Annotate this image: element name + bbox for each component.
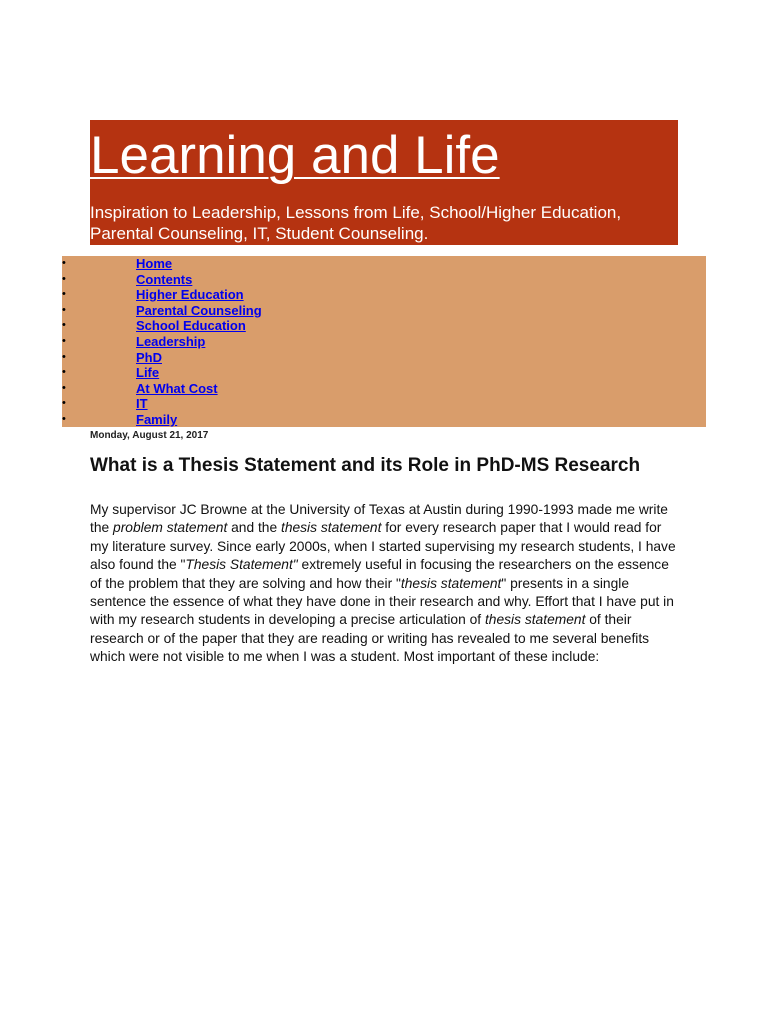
body-emphasis: problem statement <box>113 520 228 536</box>
nav-link-home[interactable]: Home <box>136 256 173 271</box>
nav-link-higher-education[interactable]: Higher Education <box>136 287 244 303</box>
post-date: Monday, August 21, 2017 <box>90 430 209 441</box>
body-emphasis: thesis statement <box>280 520 382 536</box>
body-text: for every research paper that I would read for my literature survey. Since early 2000s, when I started supervising my research students, I have also found the " <box>90 520 676 573</box>
bullet-icon: • <box>62 366 66 379</box>
blog-description: Inspiration to Leadership, Lessons from Life, School/Higher Education, Parental Counseling, IT, Student Counseling. <box>90 203 622 243</box>
body-text: extremely useful in focusing the researchers on the essence of the problem that they are solving and how their " <box>90 557 669 591</box>
bullet-icon: • <box>62 303 66 316</box>
bullet-icon: • <box>62 397 66 410</box>
bullet-icon: • <box>62 257 66 269</box>
blog-title-link[interactable]: Learning and Life <box>90 126 500 185</box>
blog-header <box>90 120 678 245</box>
pages-nav <box>62 256 706 427</box>
bullet-icon: • <box>62 381 66 394</box>
body-emphasis: Thesis Statement" <box>185 557 298 573</box>
bullet-icon: • <box>62 334 66 347</box>
nav-link-family[interactable]: Family <box>136 411 178 427</box>
body-text: " presents in a single sentence the essence of what they have done in their research and why. Effort that I have put in with my research students in developing a precise articulation of <box>90 575 674 628</box>
body-text: and the <box>227 520 281 536</box>
body-text: of their research or of the paper that they are reading or writing has revealed to me several benefits which were not visible to me when I was a student. Most important of these include: <box>90 612 650 665</box>
body-emphasis: thesis statement <box>400 575 502 591</box>
bullet-icon: • <box>62 272 66 285</box>
nav-link-school-education[interactable]: School Education <box>136 318 246 334</box>
bullet-icon: • <box>62 319 66 332</box>
body-emphasis: thesis statement <box>484 612 586 628</box>
nav-link-it[interactable]: IT <box>136 396 148 412</box>
nav-link-leadership[interactable]: Leadership <box>136 333 206 349</box>
nav-link-phd[interactable]: PhD <box>136 349 162 365</box>
nav-link-life[interactable]: Life <box>136 365 160 381</box>
bullet-icon: • <box>62 412 66 425</box>
post-title: What is a Thesis Statement and its Role in PhD-MS Research <box>90 455 641 476</box>
bullet-icon: • <box>62 288 66 301</box>
nav-link-parental-counseling[interactable]: Parental Counseling <box>136 302 262 318</box>
body-text: My supervisor JC Browne at the University of Texas at Austin during 1990-1993 made me write the <box>90 502 668 536</box>
nav-link-at-what-cost[interactable]: At What Cost <box>136 380 218 396</box>
post-body <box>90 501 680 667</box>
bullet-icon: • <box>62 350 66 363</box>
nav-link-contents[interactable]: Contents <box>136 271 193 287</box>
